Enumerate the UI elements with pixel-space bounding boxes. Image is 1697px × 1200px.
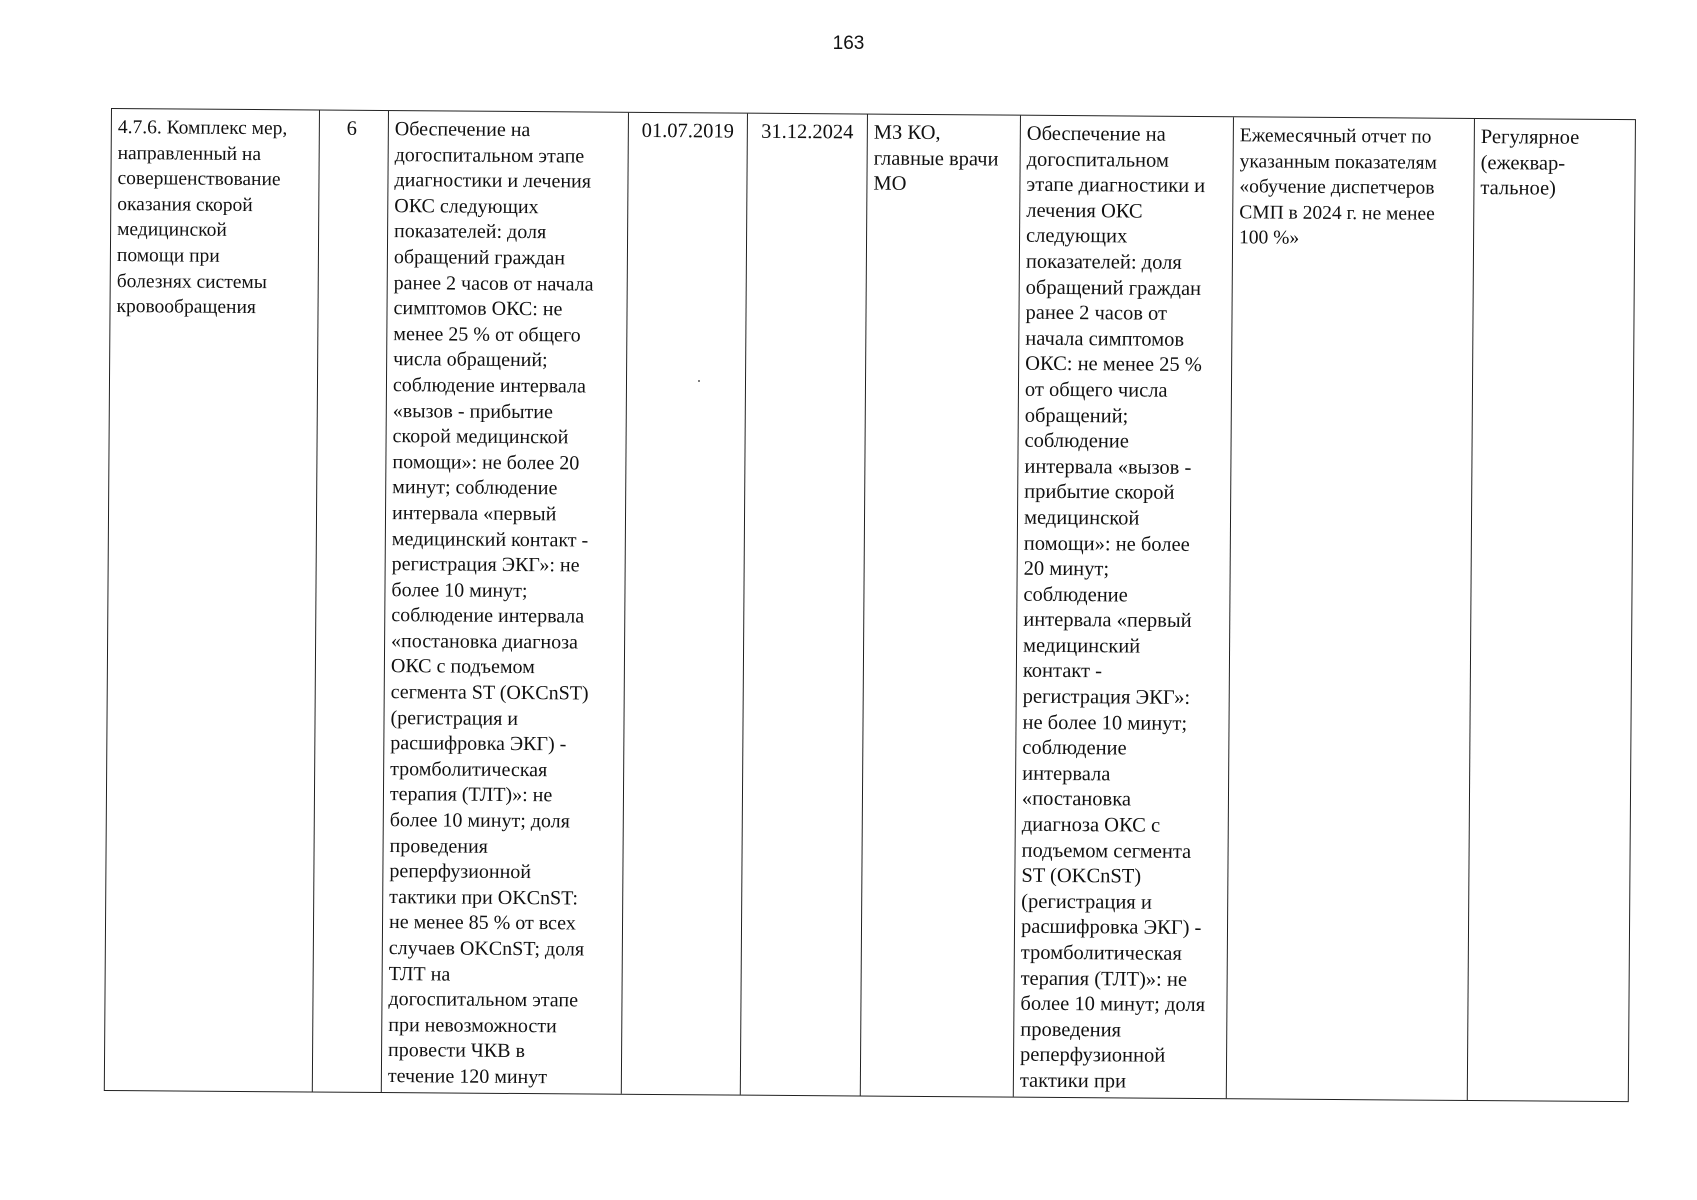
measures-table	[104, 108, 1636, 1102]
page-number: 163	[832, 33, 865, 54]
row-index-cell: 6	[313, 111, 389, 1092]
expected-result-cell: Обеспечение на догоспитальном этапе диагностики и лечения ОКС следующих показателей: доля обращений граждан ранее 2 часов от начала симптомов ОКС: не менее 25 % от общего числа обращений; соблюдение интервала «вызов - прибытие скорой медицинской помощи»: не более 20 минут; соблюдение интервала «первый медицинский контакт - регистрация ЭКГ»: не более 10 минут; соблюдение интервала «постановка диагноза ОКС с подъемом сегмента ST (OKCnST) (регистрация и расшифровка ЭКГ) - тромболитическая терапия (ТЛТ)»: не более 10 минут; доля проведения реперфузионной тактики при	[1014, 116, 1234, 1099]
frequency-cell: Регулярное (ежеквар- тальное)	[1480, 126, 1580, 200]
measure-name-cell: 4.7.6. Комплекс мер, направленный на совершенствование оказания скорой медицинской помощи при болезнях системы кровообращения	[105, 109, 320, 1091]
description-cell: Обеспечение на догоспитальном этапе диагностики и лечения ОКС следующих показателей: доля обращений граждан ранее 2 часов от начала симптомов ОКС: не менее 25 % от общего числа обращений; соблюдение интервала «вызов - прибытие скорой медицинской помощи»: не более 20 минут; соблюдение интервала «первый медицинский контакт - регистрация ЭКГ»: не более 10 минут; соблюдение интервала «постановка диагноза ОКС с подъемом сегмента ST (OKCnST) (регистрация и расшифровка ЭКГ) - тромболитическая терапия (ТЛТ)»: не более 10 минут; доля проведения реперфузионной тактики при OKCnST: не менее 85 % от всех случаев OKCnST; доля ТЛТ на догоспитальном этапе при невозможности провести ЧКВ в течение 120 минут	[382, 111, 629, 1094]
start-date-cell: 01.07.2019	[622, 113, 748, 1095]
control-cell: Ежемесячный отчет по указанным показателям «обучение диспетчеров СМП в 2024 г. не менее 100 %»	[1227, 117, 1475, 1100]
responsible-cell: МЗ КО, главные врачи МО	[861, 115, 1021, 1097]
scan-speck	[698, 380, 700, 382]
end-date-cell: 31.12.2024	[741, 114, 868, 1096]
